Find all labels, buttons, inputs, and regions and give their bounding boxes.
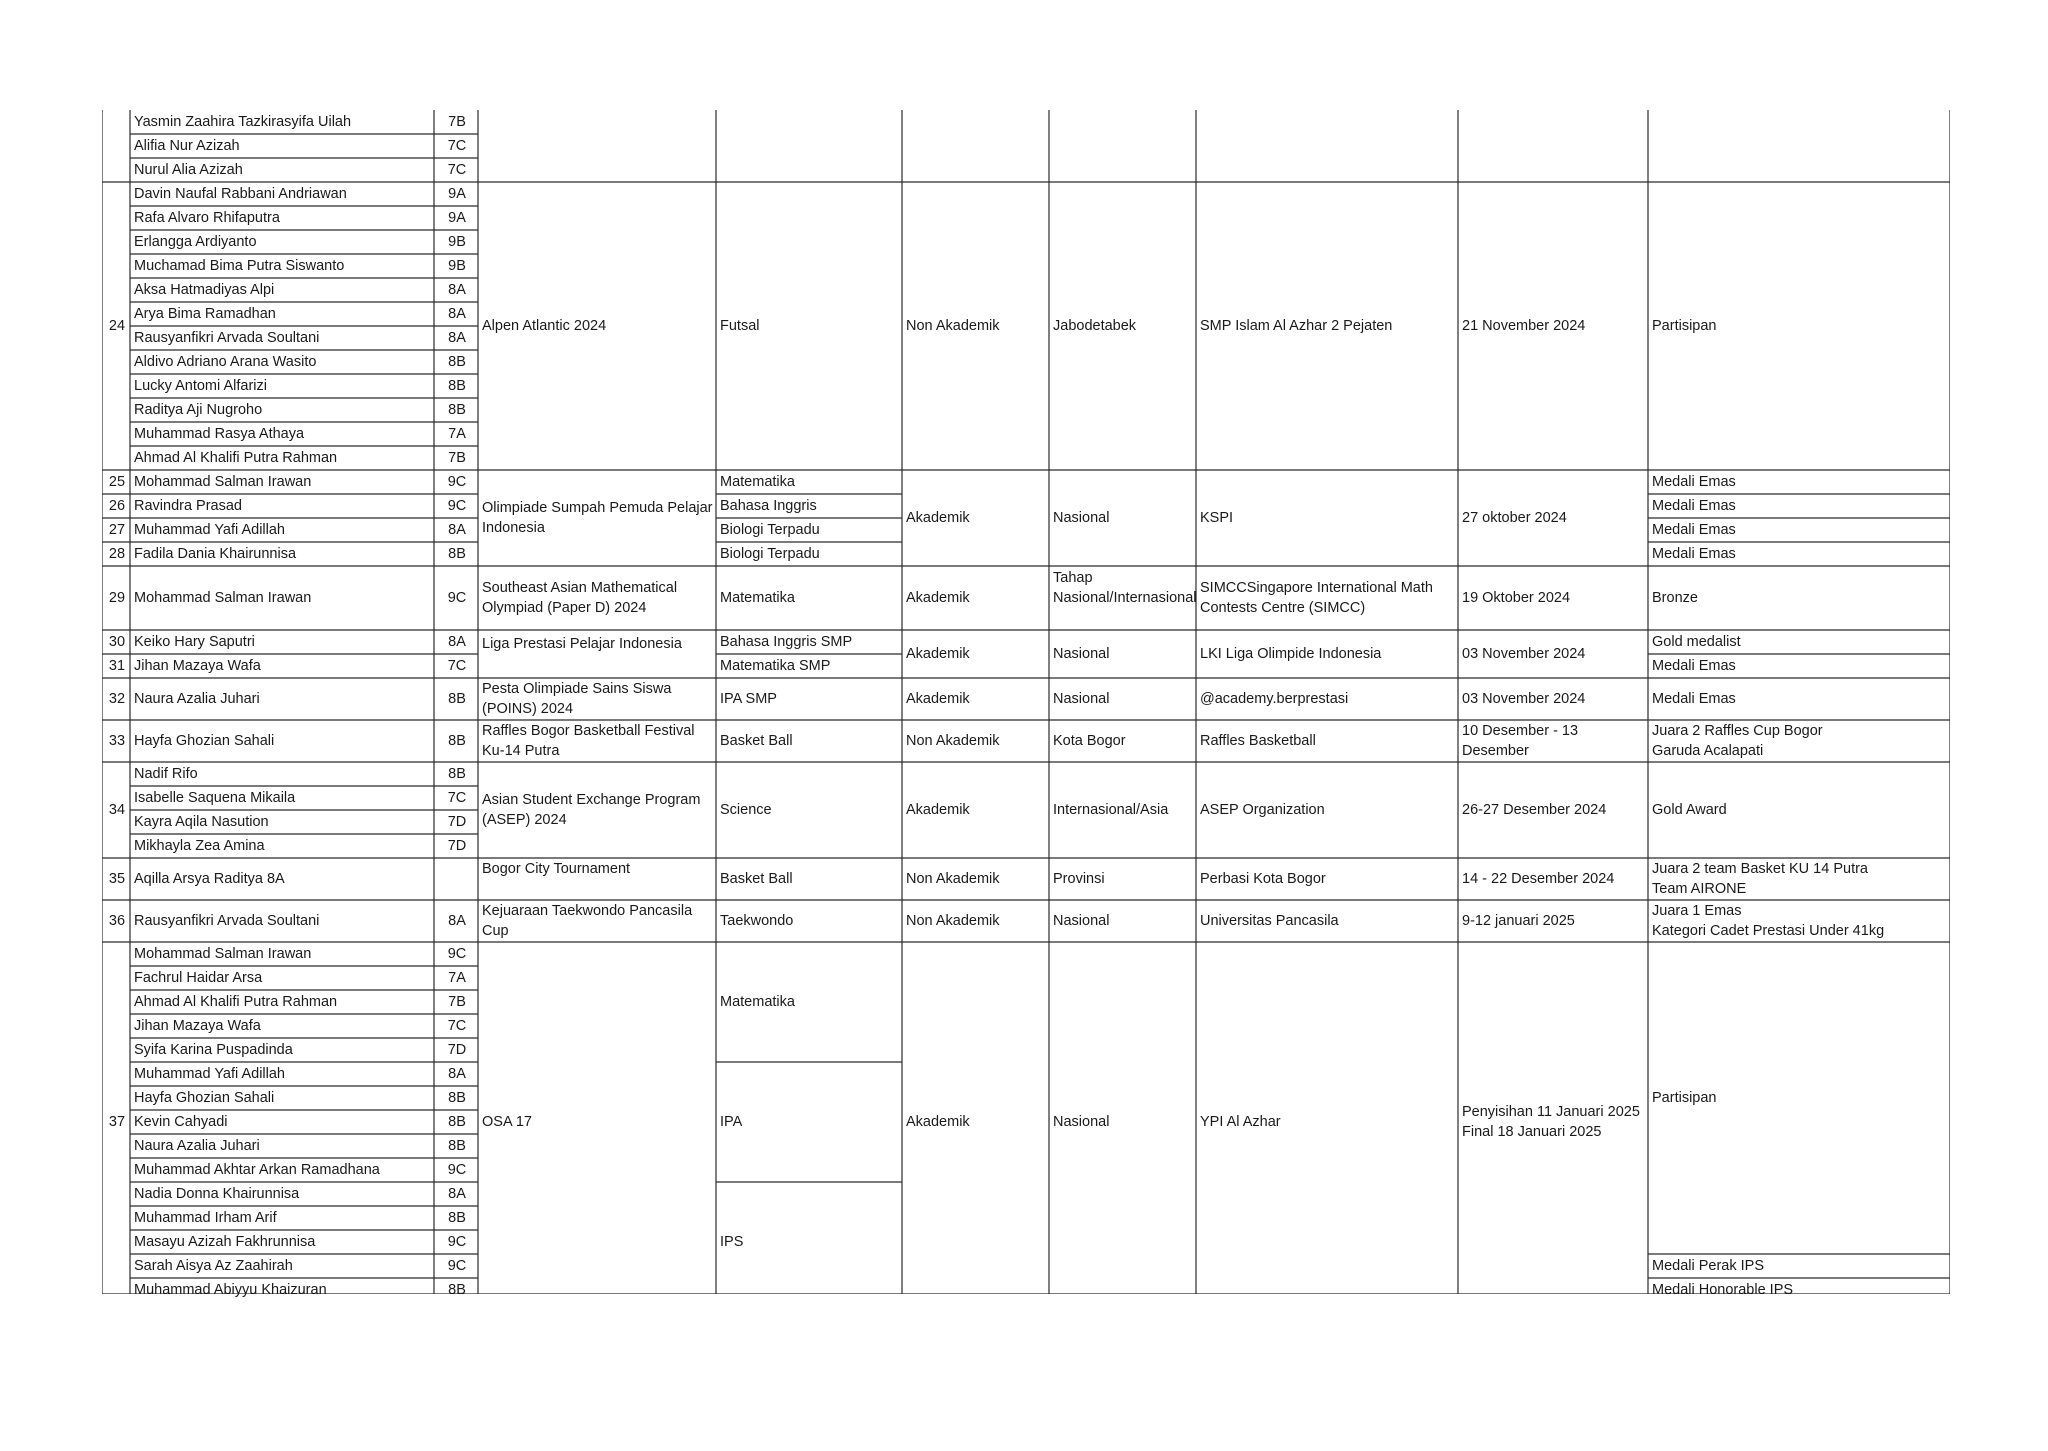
student-class: 8B <box>448 378 466 394</box>
student-name: Aldivo Adriano Arana Wasito <box>134 354 317 370</box>
row-number: 37 <box>108 1114 126 1130</box>
level: Nasional <box>1053 913 1110 929</box>
result: Medali Honorable IPS <box>1652 1282 1794 1298</box>
row-number: 31 <box>108 658 126 674</box>
student-class: 9C <box>447 474 467 490</box>
date-line: Final 18 Januari 2025 <box>1462 1124 1602 1140</box>
result-line: Garuda Acalapati <box>1652 743 1764 759</box>
organizer: YPI Al Azhar <box>1200 1114 1281 1130</box>
field-name: Basket Ball <box>720 871 793 887</box>
category-type: Akademik <box>906 646 970 662</box>
student-class: 9C <box>447 946 467 962</box>
row-number: 29 <box>108 590 126 606</box>
student-class: 9B <box>448 234 466 250</box>
result: Partisipan <box>1652 318 1717 334</box>
student-name: Ahmad Al Khalifi Putra Rahman <box>134 994 338 1010</box>
student-class: 7D <box>447 838 467 854</box>
student-name: Hayfa Ghozian Sahali <box>134 1090 275 1106</box>
student-name: Naura Azalia Juhari <box>134 1138 260 1154</box>
student-class: 8A <box>448 1066 466 1082</box>
student-class: 8B <box>448 733 466 749</box>
category-type: Akademik <box>906 691 970 707</box>
row-number: 24 <box>108 318 126 334</box>
student-name: Nurul Alia Azizah <box>134 162 243 178</box>
row-number: 26 <box>108 498 126 514</box>
level: Tahap Nasional/Internasional <box>1053 570 1197 606</box>
student-class: 9C <box>447 1234 467 1250</box>
achievement-table <box>102 110 1950 1298</box>
row-number: 28 <box>108 546 126 562</box>
level: Nasional <box>1053 1114 1110 1130</box>
organizer: SMP Islam Al Azhar 2 Pejaten <box>1200 318 1393 334</box>
result: Medali Emas <box>1652 498 1736 514</box>
student-class: 8B <box>448 766 466 782</box>
field-name: IPA SMP <box>720 691 777 707</box>
row-number: 35 <box>108 871 126 887</box>
student-name: Hayfa Ghozian Sahali <box>134 733 275 749</box>
student-name: Aksa Hatmadiyas Alpi <box>134 282 275 298</box>
row-number: 36 <box>108 913 126 929</box>
organizer: Raffles Basketball <box>1200 733 1316 749</box>
organizer: SIMCCSingapore International Math Contests Centre (SIMCC) <box>1200 580 1433 616</box>
student-name: Alifia Nur Azizah <box>134 138 240 154</box>
field-name: IPS <box>720 1234 744 1250</box>
field-name: Biologi Terpadu <box>720 546 820 562</box>
student-class: 8A <box>448 913 466 929</box>
student-name: Fadila Dania Khairunnisa <box>134 546 297 562</box>
category-type: Akademik <box>906 802 970 818</box>
result: Medali Emas <box>1652 658 1736 674</box>
student-name: Rafa Alvaro Rhifaputra <box>134 210 280 226</box>
student-name: Raditya Aji Nugroho <box>134 402 263 418</box>
student-name: Muhammad Yafi Adillah <box>134 522 285 538</box>
student-name: Erlangga Ardiyanto <box>134 234 257 250</box>
date: 21 November 2024 <box>1462 318 1586 334</box>
date: 10 Desember - 13 Desember <box>1462 723 1579 759</box>
result: Medali Emas <box>1652 522 1736 538</box>
date: 9-12 januari 2025 <box>1462 913 1575 929</box>
field-name: Basket Ball <box>720 733 793 749</box>
student-class: 9A <box>448 186 466 202</box>
student-name: Nadia Donna Khairunnisa <box>134 1186 300 1202</box>
field-name: Matematika <box>720 994 795 1010</box>
date: 19 Oktober 2024 <box>1462 590 1571 606</box>
student-name: Mikhayla Zea Amina <box>134 838 265 854</box>
student-name: Rausyanfikri Arvada Soultani <box>134 330 320 346</box>
student-name: Muchamad Bima Putra Siswanto <box>134 258 345 274</box>
student-class: 8A <box>448 306 466 322</box>
date: 27 oktober 2024 <box>1462 510 1567 526</box>
student-class: 9C <box>447 498 467 514</box>
student-name: Naura Azalia Juhari <box>134 691 260 707</box>
student-name: Nadif Rifo <box>134 766 198 782</box>
organizer: Universitas Pancasila <box>1200 913 1339 929</box>
date: 26-27 Desember 2024 <box>1462 802 1607 818</box>
student-name: Mohammad Salman Irawan <box>134 474 312 490</box>
result-line: Juara 2 team Basket KU 14 Putra <box>1652 861 1868 877</box>
student-class: 7C <box>447 790 467 806</box>
student-name: Kayra Aqila Nasution <box>134 814 269 830</box>
student-name: Masayu Azizah Fakhrunnisa <box>134 1234 316 1250</box>
student-class: 7D <box>447 814 467 830</box>
student-class: 8A <box>448 330 466 346</box>
field-name: Bahasa Inggris <box>720 498 817 514</box>
student-name: Arya Bima Ramadhan <box>134 306 276 322</box>
result-line: Team AIRONE <box>1652 881 1747 897</box>
result: Medali Perak IPS <box>1652 1258 1765 1274</box>
result: Partisipan <box>1652 1090 1717 1106</box>
row-number: 25 <box>108 474 126 490</box>
student-name: Kevin Cahyadi <box>134 1114 228 1130</box>
student-class: 8B <box>448 1090 466 1106</box>
student-name: Sarah Aisya Az Zaahirah <box>134 1258 293 1274</box>
student-class: 8B <box>448 1114 466 1130</box>
competition-name: Olimpiade Sumpah Pemuda Pelajar Indonesia <box>482 500 713 536</box>
student-name: Muhammad Abiyyu Khaizuran <box>134 1282 327 1298</box>
student-class: 8B <box>448 1282 466 1298</box>
category-type: Akademik <box>906 1114 970 1130</box>
organizer: @academy.berprestasi <box>1200 691 1349 707</box>
level: Kota Bogor <box>1053 733 1126 749</box>
student-class: 9C <box>447 1258 467 1274</box>
level: Nasional <box>1053 510 1110 526</box>
result-line: Juara 2 Raffles Cup Bogor <box>1652 723 1823 739</box>
row-number: 32 <box>108 691 126 707</box>
organizer: Perbasi Kota Bogor <box>1200 871 1326 887</box>
student-class: 8B <box>448 691 466 707</box>
category-type: Non Akademik <box>906 733 1000 749</box>
student-name: Fachrul Haidar Arsa <box>134 970 263 986</box>
result-line: Juara 1 Emas <box>1652 903 1742 919</box>
row-number: 30 <box>108 634 126 650</box>
student-class: 9C <box>447 1162 467 1178</box>
organizer: ASEP Organization <box>1200 802 1325 818</box>
level: Provinsi <box>1053 871 1105 887</box>
student-name: Mohammad Salman Irawan <box>134 946 312 962</box>
student-class: 7C <box>447 162 467 178</box>
student-class: 7C <box>447 1018 467 1034</box>
student-name: Isabelle Saquena Mikaila <box>134 790 296 806</box>
competition-name: Asian Student Exchange Program (ASEP) 2024 <box>482 792 701 828</box>
student-name: Davin Naufal Rabbani Andriawan <box>134 186 347 202</box>
level: Nasional <box>1053 691 1110 707</box>
student-class: 7A <box>448 426 466 442</box>
competition-name: OSA 17 <box>482 1114 532 1130</box>
competition-name: Bogor City Tournament <box>482 861 631 877</box>
category-type: Non Akademik <box>906 913 1000 929</box>
student-class: 8B <box>448 1138 466 1154</box>
student-name: Muhammad Akhtar Arkan Ramadhana <box>134 1162 380 1178</box>
student-class: 8A <box>448 634 466 650</box>
student-name: Yasmin Zaahira Tazkirasyifa Uilah <box>134 114 352 130</box>
field-name: Bahasa Inggris SMP <box>720 634 853 650</box>
result: Bronze <box>1652 590 1698 606</box>
row-number: 34 <box>108 802 126 818</box>
field-name: IPA <box>720 1114 743 1130</box>
field-name: Matematika <box>720 590 795 606</box>
student-name: Lucky Antomi Alfarizi <box>134 378 267 394</box>
result: Medali Emas <box>1652 546 1736 562</box>
student-name: Muhammad Irham Arif <box>134 1210 277 1226</box>
level: Internasional/Asia <box>1053 802 1169 818</box>
student-class: 7B <box>448 450 466 466</box>
student-name: Muhammad Yafi Adillah <box>134 1066 285 1082</box>
student-class: 7A <box>448 970 466 986</box>
student-class: 7B <box>448 994 466 1010</box>
student-class: 8A <box>448 1186 466 1202</box>
date-line: Penyisihan 11 Januari 2025 <box>1462 1104 1640 1120</box>
row-number: 27 <box>108 522 126 538</box>
student-name: Ahmad Al Khalifi Putra Rahman <box>134 450 338 466</box>
student-name: Rausyanfikri Arvada Soultani <box>134 913 320 929</box>
category-type: Akademik <box>906 590 970 606</box>
student-class: 7C <box>447 658 467 674</box>
row-number: 33 <box>108 733 126 749</box>
student-class: 9B <box>448 258 466 274</box>
result: Medali Emas <box>1652 474 1736 490</box>
student-class: 8B <box>448 1210 466 1226</box>
result-line: Kategori Cadet Prestasi Under 41kg <box>1652 923 1885 939</box>
student-class: 7B <box>448 114 466 130</box>
student-name: Mohammad Salman Irawan <box>134 590 312 606</box>
field-name: Matematika <box>720 474 795 490</box>
student-class: 7C <box>447 138 467 154</box>
student-name: Aqilla Arsya Raditya 8A <box>134 871 285 887</box>
student-class: 9C <box>447 590 467 606</box>
field-name: Science <box>720 802 772 818</box>
competition-name: Kejuaraan Taekwondo Pancasila Cup <box>482 903 693 939</box>
field-name: Taekwondo <box>720 913 794 929</box>
level: Nasional <box>1053 646 1110 662</box>
student-name: Jihan Mazaya Wafa <box>134 658 261 674</box>
competition-name: Liga Prestasi Pelajar Indonesia <box>482 636 682 652</box>
organizer: KSPI <box>1200 510 1234 526</box>
student-name: Ravindra Prasad <box>134 498 242 514</box>
date: 03 November 2024 <box>1462 691 1586 707</box>
student-class: 8A <box>448 522 466 538</box>
student-class: 8B <box>448 546 466 562</box>
organizer: LKI Liga Olimpide Indonesia <box>1200 646 1382 662</box>
student-name: Muhammad Rasya Athaya <box>134 426 305 442</box>
student-class: 8B <box>448 402 466 418</box>
category-type: Non Akademik <box>906 871 1000 887</box>
result: Gold medalist <box>1652 634 1741 650</box>
competition-name: Alpen Atlantic 2024 <box>482 318 607 334</box>
student-class: 8B <box>448 354 466 370</box>
competition-name: Raffles Bogor Basketball Festival Ku-14 Putra <box>482 723 695 759</box>
student-class: 8A <box>448 282 466 298</box>
category-type: Non Akademik <box>906 318 1000 334</box>
field-name: Biologi Terpadu <box>720 522 820 538</box>
student-class: 9A <box>448 210 466 226</box>
level: Jabodetabek <box>1053 318 1137 334</box>
date: 03 November 2024 <box>1462 646 1586 662</box>
result: Medali Emas <box>1652 691 1736 707</box>
student-name: Keiko Hary Saputri <box>134 634 255 650</box>
category-type: Akademik <box>906 510 970 526</box>
student-name: Jihan Mazaya Wafa <box>134 1018 261 1034</box>
competition-name: Pesta Olimpiade Sains Siswa (POINS) 2024 <box>482 681 672 717</box>
field-name: Matematika SMP <box>720 658 831 674</box>
date: 14 - 22 Desember 2024 <box>1462 871 1615 887</box>
field-name: Futsal <box>720 318 760 334</box>
competition-name: Southeast Asian Mathematical Olympiad (Paper D) 2024 <box>482 580 678 616</box>
result: Gold Award <box>1652 802 1727 818</box>
student-name: Syifa Karina Puspadinda <box>134 1042 293 1058</box>
student-class: 7D <box>447 1042 467 1058</box>
